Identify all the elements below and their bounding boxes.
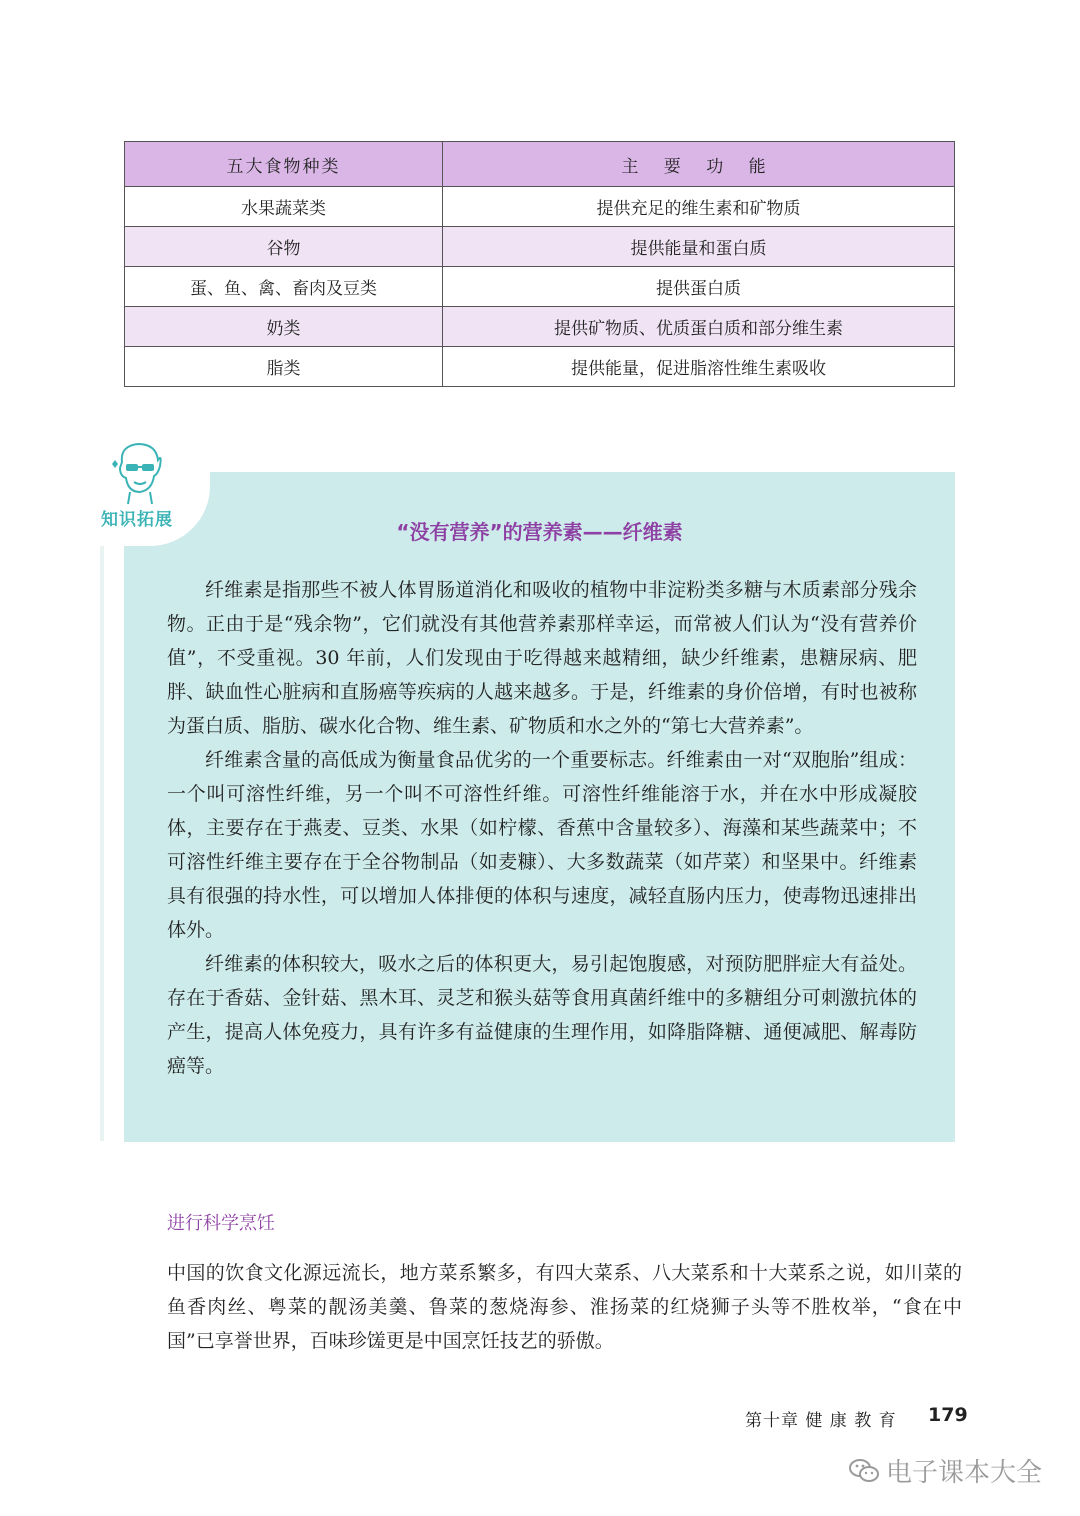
badge-label: 知识拓展 xyxy=(101,510,173,530)
cell-function: 提供矿物质、优质蛋白质和部分维生素 xyxy=(443,307,955,347)
cell-food-type: 奶类 xyxy=(125,307,443,347)
cell-function: 提供蛋白质 xyxy=(443,267,955,307)
cell-function: 提供能量和蛋白质 xyxy=(443,227,955,267)
mascot-icon xyxy=(108,440,172,506)
knowledge-box-title: “没有营养”的营养素——纤维素 xyxy=(396,520,683,544)
paragraph: 纤维素是指那些不被人体胃肠道消化和吸收的植物中非淀粉类多糖与木质素部分残余物。正由于是“残余物”，它们就没有其他营养素那样幸运，而常被人们认为“没有营养价值”，不受重视。30 年前，人们发现由于吃得越来越精细，缺少纤维素，患糖尿病、肥胖、缺血性心脏病和直肠癌等疾病的人越来越多。于是，纤维素的身价倍增，有时也被称为蛋白质、脂肪、碳水化合物、维生素、矿物质和水之外的“第七大营养素”。 xyxy=(167,579,917,737)
table-header-row xyxy=(125,142,955,187)
table-row xyxy=(125,347,955,387)
cell-function: 提供能量，促进脂溶性维生素吸收 xyxy=(443,347,955,387)
cell-food-type: 蛋、鱼、禽、畜肉及豆类 xyxy=(125,267,443,307)
wechat-icon xyxy=(848,1457,880,1485)
knowledge-box-text xyxy=(167,573,917,1083)
section-heading: 进行科学烹饪 xyxy=(167,1213,275,1234)
cell-food-type: 水果蔬菜类 xyxy=(125,187,443,227)
paragraph: 纤维素含量的高低成为衡量食品优劣的一个重要标志。纤维素由一对“双胞胎”组成：一个叫可溶性纤维，另一个叫不可溶性纤维。可溶性纤维能溶于水，并在水中形成凝胶体，主要存在于燕麦、豆类、水果（如柠檬、香蕉中含量较多）、海藻和某些蔬菜中；不可溶性纤维主要存在于全谷物制品（如麦糠）、大多数蔬菜（如芹菜）和坚果中。纤维素具有很强的持水性，可以增加人体排便的体积与速度，减轻直肠内压力，使毒物迅速排出体外。 xyxy=(167,749,917,941)
table-row xyxy=(125,267,955,307)
footer-chapter: 第十章 健 康 教 育 xyxy=(745,1411,897,1431)
header-main-function: 主 要 功 能 xyxy=(443,142,955,187)
cell-food-type: 脂类 xyxy=(125,347,443,387)
food-function-table xyxy=(124,141,955,387)
table-row xyxy=(125,187,955,227)
header-food-type: 五大食物种类 xyxy=(125,142,443,187)
table-row xyxy=(125,307,955,347)
cell-food-type: 谷物 xyxy=(125,227,443,267)
table-row xyxy=(125,227,955,267)
watermark-text: 电子课本大全 xyxy=(886,1458,1043,1488)
watermark xyxy=(848,1452,1042,1489)
page-number: 179 xyxy=(928,1404,968,1426)
paragraph: 纤维素的体积较大，吸水之后的体积更大，易引起饱腹感，对预防肥胖症大有益处。存在于香菇、金针菇、黑木耳、灵芝和猴头菇等食用真菌纤维中的多糖组分可刺激抗体的产生，提高人体免疫力，具有许多有益健康的生理作用，如降脂降糖、通便减肥、解毒防癌等。 xyxy=(167,953,917,1077)
section-body: 中国的饮食文化源远流长，地方菜系繁多，有四大菜系、八大菜系和十大菜系之说，如川菜的鱼香肉丝、粤菜的靓汤美羹、鲁菜的葱烧海参、淮扬菜的红烧狮子头等不胜枚举，“食在中国”已享誉世界，百味珍馐更是中国烹饪技艺的骄傲。 xyxy=(167,1262,962,1352)
cell-function: 提供充足的维生素和矿物质 xyxy=(443,187,955,227)
